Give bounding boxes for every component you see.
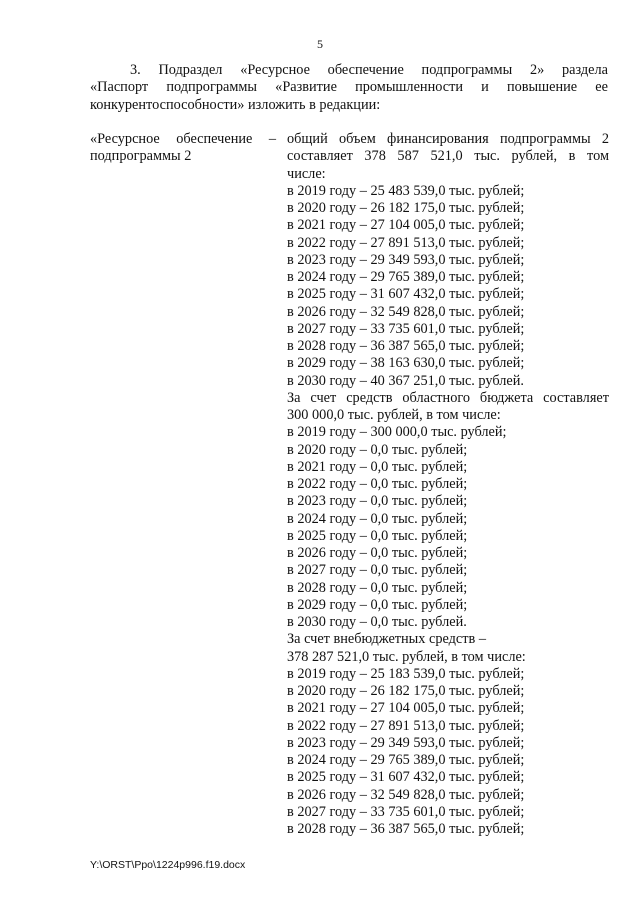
- extrabudget-year-line: в 2025 году – 31 607 432,0 тыс. рублей;: [287, 769, 525, 786]
- total-line: общий объем финансирования подпрограммы 2: [287, 131, 609, 147]
- total-year-line: в 2020 году – 26 182 175,0 тыс. рублей;: [287, 200, 525, 216]
- regional-line: За счет средств областного бюджета составляет: [287, 389, 609, 406]
- extrabudget-year-line: в 2026 году – 32 549 828,0 тыс. рублей;: [287, 786, 525, 803]
- extrabudget-year-line: в 2027 году – 33 735 601,0 тыс. рублей;: [287, 803, 525, 820]
- total-year-line: в 2027 году – 33 735 601,0 тыс. рублей;: [287, 320, 525, 337]
- intro-line: конкурентоспособности» изложить в редакции:: [90, 96, 381, 113]
- resource-content: [287, 131, 609, 838]
- extrabudget-line: За счет внебюджетных средств –: [287, 631, 487, 648]
- total-year-line: в 2019 году – 25 483 539,0 тыс. рублей;: [287, 182, 525, 199]
- resource-label-line: подпрограммы 2: [90, 148, 192, 165]
- extrabudget-year-line: в 2022 году – 27 891 513,0 тыс. рублей;: [287, 717, 525, 734]
- extrabudget-year-line: в 2019 году – 25 183 539,0 тыс. рублей;: [287, 665, 525, 682]
- total-year-line: в 2024 году – 29 765 389,0 тыс. рублей;: [287, 269, 525, 285]
- total-line: числе:: [287, 165, 326, 182]
- extrabudget-year-line: в 2028 году – 36 387 565,0 тыс. рублей;: [287, 821, 525, 837]
- resource-label-line: «Ресурсное обеспечение –: [90, 131, 276, 147]
- regional-year-line: в 2021 году – 0,0 тыс. рублей;: [287, 458, 468, 475]
- total-year-line: в 2025 году – 31 607 432,0 тыс. рублей;: [287, 286, 525, 303]
- regional-year-line: в 2027 году – 0,0 тыс. рублей;: [287, 562, 468, 579]
- regional-year-line: в 2025 году – 0,0 тыс. рублей;: [287, 527, 468, 544]
- intro-paragraph: [90, 62, 608, 114]
- total-year-line: в 2029 году – 38 163 630,0 тыс. рублей;: [287, 355, 525, 372]
- total-year-line: в 2030 году – 40 367 251,0 тыс. рублей.: [287, 372, 524, 389]
- extrabudget-year-line: в 2023 году – 29 349 593,0 тыс. рублей;: [287, 734, 525, 751]
- regional-year-line: в 2019 году – 300 000,0 тыс. рублей;: [287, 424, 507, 441]
- extrabudget-line: 378 287 521,0 тыс. рублей, в том числе:: [287, 648, 526, 665]
- extrabudget-year-line: в 2020 году – 26 182 175,0 тыс. рублей;: [287, 683, 525, 699]
- regional-line: 300 000,0 тыс. рублей, в том числе:: [287, 407, 501, 423]
- regional-years-list: [287, 424, 609, 631]
- regional-year-line: в 2026 году – 0,0 тыс. рублей;: [287, 545, 468, 561]
- total-year-line: в 2028 году – 36 387 565,0 тыс. рублей;: [287, 338, 525, 354]
- page-number: 5: [317, 37, 323, 51]
- regional-year-line: в 2020 году – 0,0 тыс. рублей;: [287, 441, 468, 458]
- total-year-line: в 2021 году – 27 104 005,0 тыс. рублей;: [287, 217, 525, 234]
- regional-year-line: в 2023 году – 0,0 тыс. рублей;: [287, 493, 468, 510]
- total-line: составляет 378 587 521,0 тыс. рублей, в том: [287, 148, 609, 165]
- intro-line: «Паспорт подпрограммы «Развитие промышленности и повышение ее: [90, 79, 608, 96]
- total-year-line: в 2026 году – 32 549 828,0 тыс. рублей;: [287, 303, 525, 320]
- intro-line: 3. Подраздел «Ресурсное обеспечение подпрограммы 2» раздела: [130, 62, 608, 78]
- total-year-line: в 2022 году – 27 891 513,0 тыс. рублей;: [287, 234, 525, 251]
- total-years-list: [287, 183, 609, 390]
- regional-year-line: в 2028 году – 0,0 тыс. рублей;: [287, 579, 468, 596]
- resource-label: [90, 131, 276, 166]
- extrabudget-year-line: в 2024 году – 29 765 389,0 тыс. рублей;: [287, 752, 525, 768]
- file-path-footer: Y:\ORST\Ppo\1224p996.f19.docx: [90, 859, 246, 871]
- regional-year-line: в 2022 году – 0,0 тыс. рублей;: [287, 476, 468, 492]
- regional-year-line: в 2030 году – 0,0 тыс. рублей.: [287, 614, 467, 630]
- extrabudget-year-line: в 2021 году – 27 104 005,0 тыс. рублей;: [287, 700, 525, 717]
- extrabudget-years-list: [287, 666, 609, 839]
- regional-year-line: в 2024 году – 0,0 тыс. рублей;: [287, 510, 468, 527]
- regional-year-line: в 2029 году – 0,0 тыс. рублей;: [287, 596, 468, 613]
- total-year-line: в 2023 году – 29 349 593,0 тыс. рублей;: [287, 251, 525, 268]
